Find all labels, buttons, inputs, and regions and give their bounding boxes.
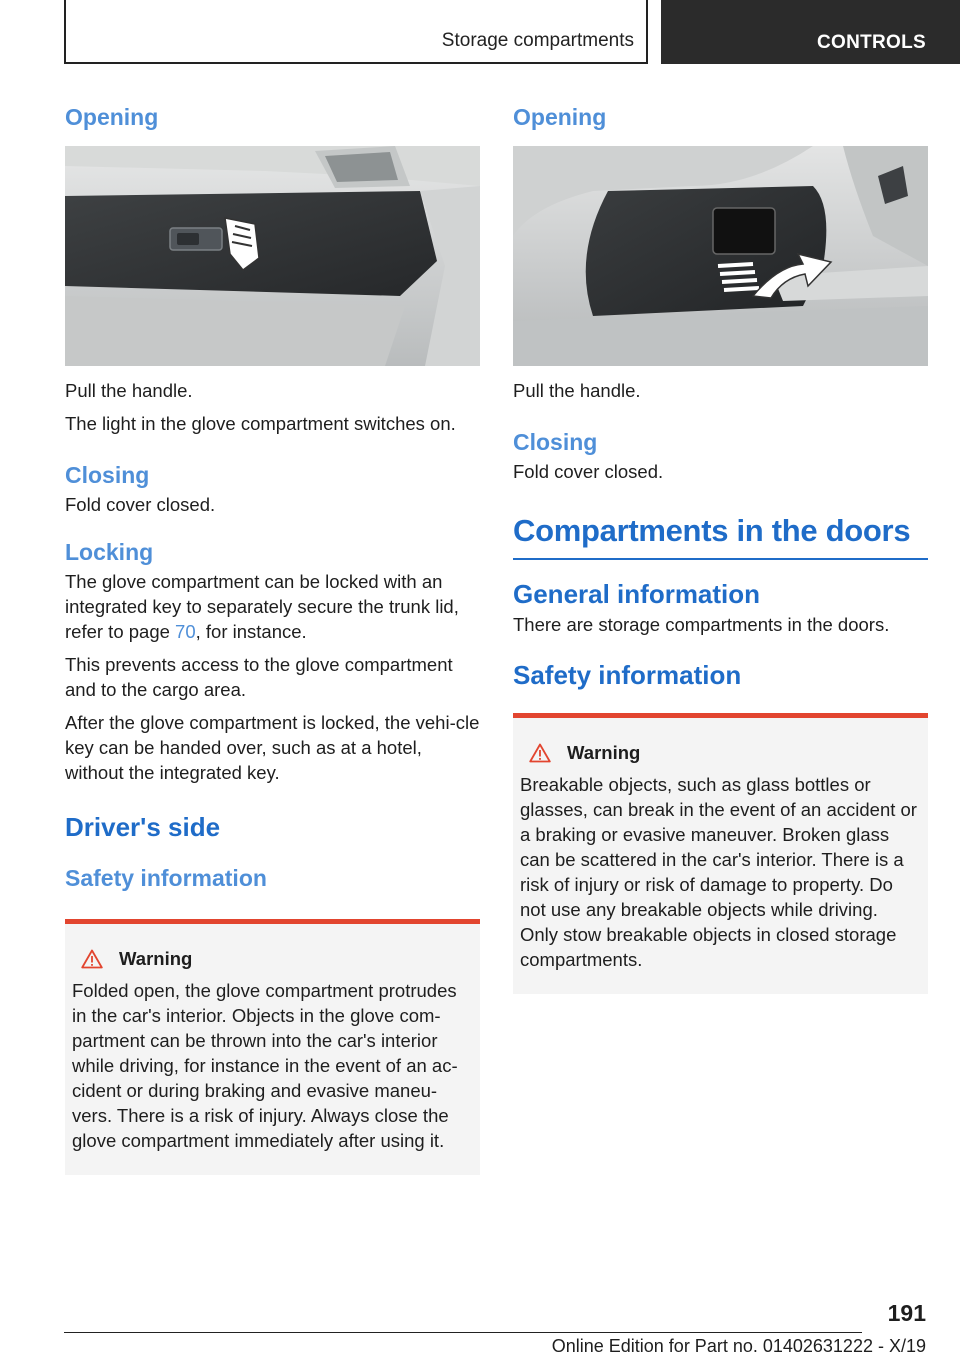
left-opening-heading: Opening — [65, 104, 159, 130]
left-warning-text: Folded open, the glove compartment protrudes in the car's interior. Objects in the glove com-partment can be thrown into the car's interior while driving, for instance in the event of an ac-cident or during braking and evasive maneu-vers. There is a risk of injury. Always close the glove compartment immediately after using it. — [72, 980, 458, 1151]
page-header-chapter-box — [661, 0, 960, 64]
left-column — [65, 100, 480, 1175]
header-chapter-title: CONTROLS — [816, 32, 926, 53]
left-warning-title: Warning — [119, 948, 193, 969]
left-opening-light-note: The light in the glove compartment switches on. — [65, 413, 456, 434]
general-information-heading: General information — [513, 579, 761, 609]
footer-edition: Online Edition for Part no. 01402631222 - X/19 — [551, 1336, 926, 1356]
right-column — [513, 100, 928, 994]
footer-divider — [64, 1332, 862, 1333]
locking-paragraph: The glove compartment can be locked with an integrated key to separately secure the trunk lid, refer to page 70, for instance. — [65, 571, 459, 642]
header-section-title: Storage compartments — [441, 30, 634, 51]
locking-prevents-access-paragraph: This prevents access to the glove compartment and to the cargo area. — [65, 654, 453, 700]
left-closing-heading: Closing — [65, 462, 150, 488]
left-warning-header — [81, 948, 473, 970]
right-closing-instruction: Fold cover closed. — [513, 461, 664, 482]
drivers-side-heading: Driver's side — [65, 812, 221, 842]
locking-hand-over-paragraph: After the glove compartment is locked, the vehi-cle key can be handed over, such as at a hotel, without the integrated key. — [65, 712, 480, 783]
left-safety-heading: Safety information — [65, 865, 267, 891]
page-number: 191 — [887, 1300, 926, 1326]
right-warning-header — [529, 742, 921, 764]
left-opening-instruction: Pull the handle. — [65, 380, 193, 401]
warning-triangle-icon — [81, 949, 103, 969]
page-reference-link[interactable]: 70 — [175, 621, 196, 642]
left-warning-box — [65, 919, 480, 1175]
right-opening-heading: Opening — [513, 104, 607, 130]
locking-heading: Locking — [65, 539, 154, 565]
right-opening-instruction: Pull the handle. — [513, 380, 641, 401]
right-warning-title: Warning — [567, 742, 641, 763]
doors-compartments-heading: Compartments in the doors — [513, 510, 928, 560]
right-warning-box — [513, 713, 928, 994]
warning-triangle-icon — [529, 743, 551, 763]
drivers-compartment-handle-photo — [513, 146, 928, 366]
left-closing-instruction: Fold cover closed. — [65, 494, 216, 515]
glove-box-handle-photo — [65, 146, 480, 366]
right-closing-heading: Closing — [513, 429, 598, 455]
page-header-section-box — [64, 0, 648, 64]
general-information-paragraph: There are storage compartments in the doors. — [513, 614, 890, 635]
right-warning-text: Breakable objects, such as glass bottles or glasses, can break in the event of an accident or a braking or evasive maneuver. Broken glass can be scattered in the car's interior. There is a risk of injury or risk of damage to property. Do not use any breakable objects while driving. Only stow breakable objects in closed storage compartments. — [520, 774, 917, 970]
right-safety-heading: Safety information — [513, 660, 742, 690]
